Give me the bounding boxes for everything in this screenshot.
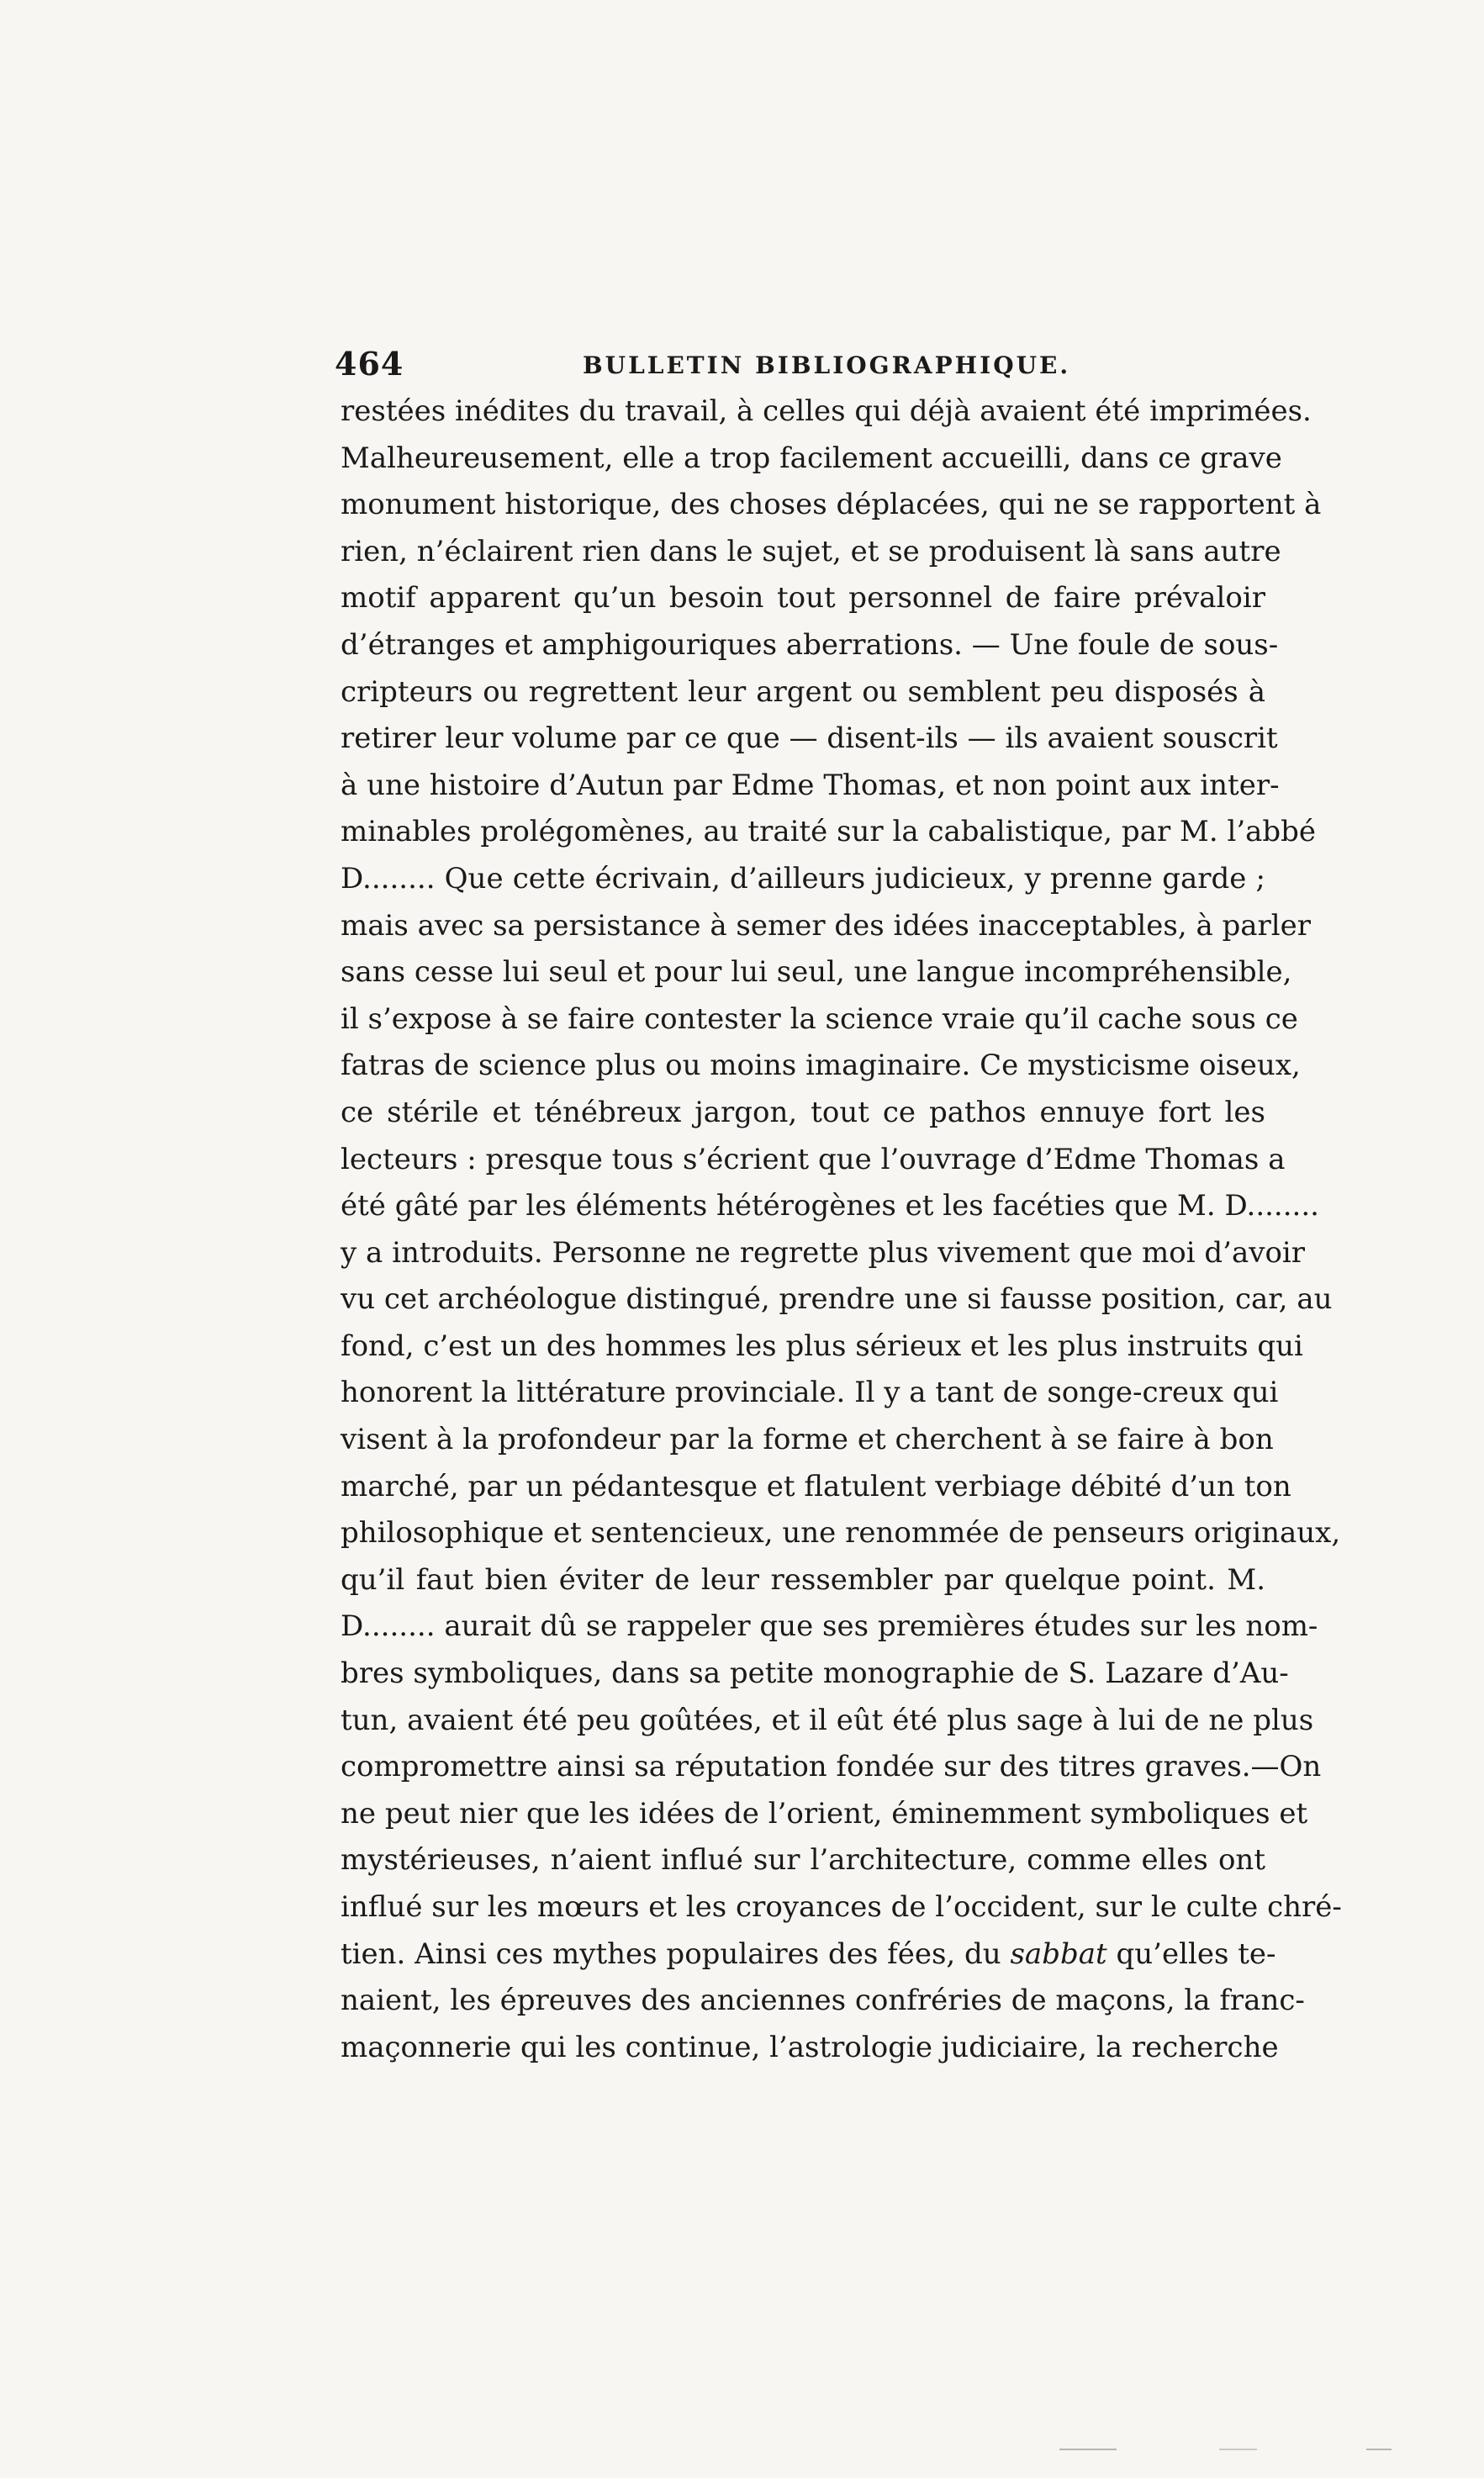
- text-line: compromettre ainsi sa réputation fondée sur des titres graves.—On: [341, 1750, 1322, 1784]
- text-line: à une histoire d’Autun par Edme Thomas, et non point aux inter-: [341, 768, 1280, 802]
- text-line: été gâté par les éléments hétérogènes et les facéties que M. D........: [341, 1189, 1319, 1223]
- text-line: ne peut nier que les idées de l’orient, éminemment symboliques et: [341, 1796, 1308, 1831]
- text-line: minables prolégomènes, au traité sur la cabalistique, par M. l’abbé: [341, 815, 1317, 849]
- text-line: D........ aurait dû se rappeler que ses premières études sur les nom-: [341, 1609, 1318, 1644]
- text-line: tun, avaient été peu goûtées, et il eût été plus sage à lui de ne plus: [341, 1703, 1314, 1737]
- text-line: maçonnerie qui les continue, l’astrologie judiciaire, la recherche: [341, 2030, 1279, 2064]
- text-line: lecteurs : presque tous s’écrient que l’ouvrage d’Edme Thomas a: [341, 1142, 1286, 1176]
- scan-edge-marks: [1059, 2449, 1396, 2452]
- text-line: naient, les épreuves des anciennes confréries de maçons, la franc-: [341, 1984, 1305, 2018]
- text-line: retirer leur volume par ce que — disent-ils — ils avaient souscrit: [341, 721, 1278, 756]
- scan-mark: [1219, 2449, 1257, 2450]
- scan-speck: [231, 3, 315, 10]
- text-line: il s’expose à se faire contester la science vraie qu’il cache sous ce: [341, 1001, 1298, 1036]
- text-line: vu cet archéologue distingué, prendre une si fausse position, car, au: [341, 1282, 1333, 1317]
- text-line: visent à la profondeur par la forme et cherchent à se faire à bon: [341, 1423, 1274, 1457]
- italic-word: sabbat: [1010, 1936, 1107, 1971]
- page-header: [335, 345, 1272, 395]
- text-line: mystérieuses, n’aient influé sur l’architecture, comme elles ont: [341, 1843, 1265, 1878]
- text-line: bres symboliques, dans sa petite monographie de S. Lazare d’Au-: [341, 1656, 1289, 1691]
- text-line: ce stérile et ténébreux jargon, tout ce pathos ennuye fort les: [341, 1095, 1265, 1129]
- text-line: monument historique, des choses déplacées, qui ne se rapportent à: [341, 488, 1322, 522]
- text-line: d’étranges et amphigouriques aberrations. — Une foule de sous-: [341, 627, 1279, 662]
- text-line: Malheureusement, elle a trop facilement accueilli, dans ce grave: [341, 441, 1282, 475]
- running-title: BULLETIN BIBLIOGRAPHIQUE.: [583, 351, 1071, 379]
- text-line: D........ Que cette écrivain, d’ailleurs judicieux, y prenne garde ;: [341, 861, 1265, 896]
- text-line: mais avec sa persistance à semer des idées inacceptables, à parler: [341, 908, 1312, 943]
- text-line: fond, c’est un des hommes les plus sérieux et les plus instruits qui: [341, 1329, 1303, 1363]
- scan-mark: [1059, 2449, 1117, 2450]
- text-line: restées inédites du travail, à celles qui déjà avaient été imprimées.: [341, 394, 1312, 428]
- text-line: fatras de science plus ou moins imaginaire. Ce mysticisme oiseux,: [341, 1049, 1301, 1083]
- text-line: influé sur les mœurs et les croyances de l’occident, sur le culte chré-: [341, 1890, 1342, 1924]
- text-line: tien. Ainsi ces mythes populaires des fées, du sabbat qu’elles te-: [341, 1936, 1276, 1971]
- text-line: sans cesse lui seul et pour lui seul, une langue incompréhensible,: [341, 955, 1292, 990]
- body-text: [341, 388, 1342, 2071]
- text-line: honorent la littérature provinciale. Il y a tant de songe-creux qui: [341, 1376, 1279, 1410]
- text-line: motif apparent qu’un besoin tout personnel de faire prévaloir: [341, 581, 1265, 616]
- text-line: philosophique et sentencieux, une renommée de penseurs originaux,: [341, 1516, 1341, 1551]
- text-line: y a introduits. Personne ne regrette plus vivement que moi d’avoir: [341, 1235, 1306, 1270]
- text-line: qu’il faut bien éviter de leur ressembler par quelque point. M.: [341, 1562, 1265, 1597]
- scan-mark: [1366, 2449, 1392, 2450]
- text-line: rien, n’éclairent rien dans le sujet, et se produisent là sans autre: [341, 534, 1281, 568]
- text-line: marché, par un pédantesque et flatulent verbiage débité d’un ton: [341, 1469, 1291, 1503]
- text-line: cripteurs ou regrettent leur argent ou semblent peu disposés à: [341, 674, 1265, 709]
- page-number: 464: [335, 345, 404, 383]
